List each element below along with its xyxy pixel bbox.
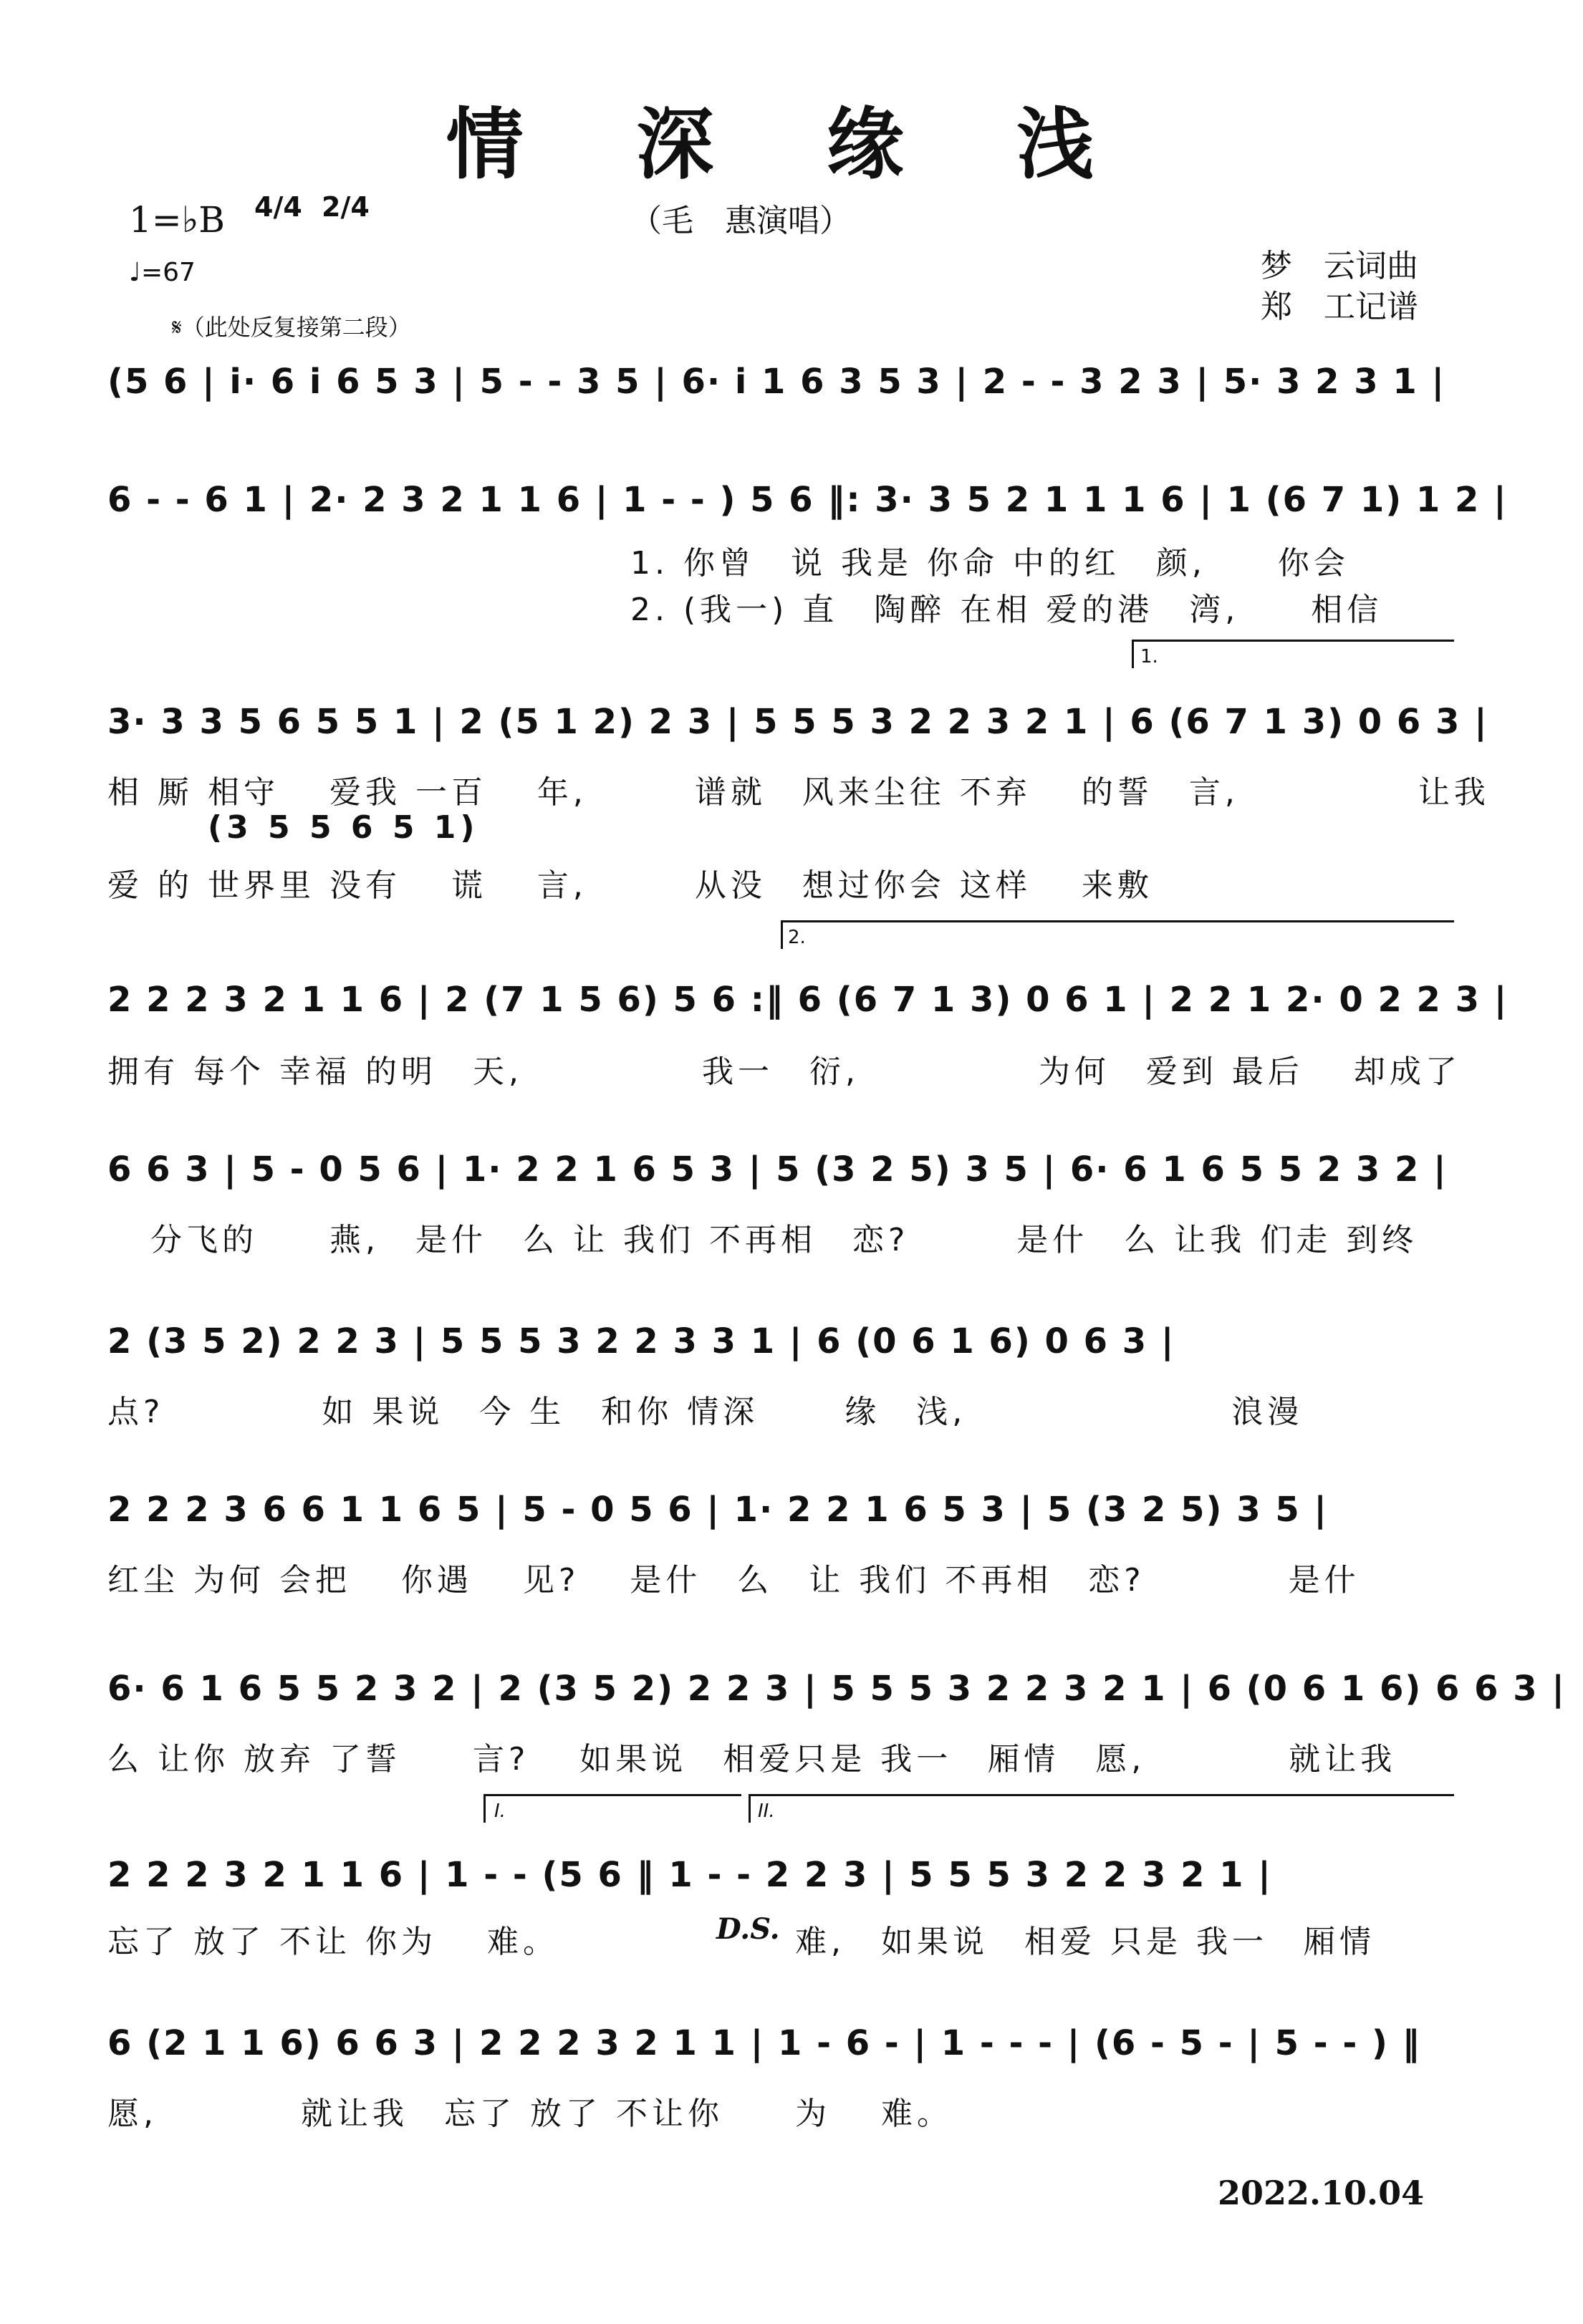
lyric-line-3a: 相 厮 相守 爱我 一百 年, 谱就 风来尘往 不弃 的誓 言, 让我 [107,774,1490,811]
lyric-line-8: 么 让你 放弃 了誓 言? 如果说 相爱只是 我一 厢情 愿, 就让我 [107,1741,1397,1778]
tempo-marking: ♩=67 [129,258,196,287]
lyric-line-2a: 1. 你曾 说 我是 你命 中的红 颜, 你会 [630,545,1349,582]
time-signature-2: 2/4 [322,191,370,223]
lyric-line-6: 点? 如 果说 今 生 和你 情深 缘 浅, 浪漫 [107,1394,1304,1430]
lyric-line-3-notes: (3 5 5 6 5 1) [208,809,479,846]
notation-line-5: 6 6 3 | 5 - 0 5 6 | 1· 2 2 1 6 5 3 | 5 (3 2 5) 3 5 | 6· 6 1 6 5 5 2 3 2 | [107,1149,1448,1190]
lyricist-composer: 梦 云词曲 [1261,248,1418,284]
notation-line-6: 2 (3 5 2) 2 2 3 | 5 5 5 3 2 2 3 3 1 | 6 (0 6 1 6) 0 6 3 | [107,1321,1175,1361]
segno-note: 𝄋（此处反复接第二段） [172,314,411,341]
notation-line-1: (5 6 | i· 6 i 6 5 3 | 5 - - 3 5 | 6· i 1 6 3 5 3 | 2 - - 3 2 3 | 5· 3 2 3 1 | [107,362,1446,402]
page-title: 情 深 缘 浅 [446,100,1137,190]
notation-line-3: 3· 3 3 5 6 5 5 1 | 2 (5 1 2) 2 3 | 5 5 5 3 2 2 3 2 1 | 6 (6 7 1 3) 0 6 3 | [107,702,1488,742]
ds-marker: D.S. [716,1912,780,1946]
transcriber: 郑 工记谱 [1261,289,1418,325]
time-signature-1: 4/4 [254,191,302,223]
volta-II-label: II. [758,1800,775,1822]
lyric-line-10: 愿, 就让我 忘了 放了 不让你 为 难。 [107,2096,953,2132]
volta-I-label: I. [494,1800,506,1822]
key-signature: 1=♭B [129,199,226,241]
lyric-line-4: 拥有 每个 幸福 的明 天, 我一 衍, 为何 爱到 最后 却成了 [107,1053,1461,1090]
notation-line-9: 2 2 2 3 2 1 1 6 | 1 - - (5 6 ‖ 1 - - 2 2 3 | 5 5 5 3 2 2 3 2 1 | [107,1855,1272,1895]
notation-line-10: 6 (2 1 1 6) 6 6 3 | 2 2 2 3 2 1 1 | 1 - 6 - | 1 - - - | (6 - 5 - | 5 - - ) ‖ [107,2023,1421,2063]
notation-line-4: 2 2 2 3 2 1 1 6 | 2 (7 1 5 6) 5 6 :‖ 6 (6 7 1 3) 0 6 1 | 2 2 1 2· 0 2 2 3 | [107,980,1509,1020]
transcription-date: 2022.10.04 [1218,2174,1425,2212]
lyric-line-7: 红尘 为何 会把 你遇 见? 是什 么 让 我们 不再相 恋? 是什 [107,1562,1360,1599]
performer-line: （毛 惠演唱） [630,203,851,239]
time-signatures [254,193,380,221]
lyric-line-9b: 难, 如果说 相爱 只是 我一 厢情 [795,1924,1375,1960]
lyric-line-5: 分飞的 燕, 是什 么 让 我们 不再相 恋? 是什 么 让我 们走 到终 [150,1222,1418,1258]
lyric-line-3b: 爱 的 世界里 没有 谎 言, 从没 想过你会 这样 来敷 [107,867,1153,904]
lyric-line-9a: 忘了 放了 不让 你为 难。 [107,1924,559,1960]
notation-line-7: 2 2 2 3 6 6 1 1 6 5 | 5 - 0 5 6 | 1· 2 2 1 6 5 3 | 5 (3 2 5) 3 5 | [107,1490,1328,1530]
volta-1-label: 1. [1140,646,1158,667]
notation-line-2: 6 - - 6 1 | 2· 2 3 2 1 1 6 | 1 - - ) 5 6 ‖: 3· 3 5 2 1 1 1 6 | 1 (6 7 1) 1 2 | [107,480,1508,520]
notation-line-8: 6· 6 1 6 5 5 2 3 2 | 2 (3 5 2) 2 2 3 | 5 5 5 3 2 2 3 2 1 | 6 (0 6 1 6) 6 6 3 | [107,1669,1566,1709]
volta-2-label: 2. [788,927,806,948]
lyric-line-2b: 2. (我一) 直 陶醉 在相 爱的港 湾, 相信 [630,592,1383,628]
